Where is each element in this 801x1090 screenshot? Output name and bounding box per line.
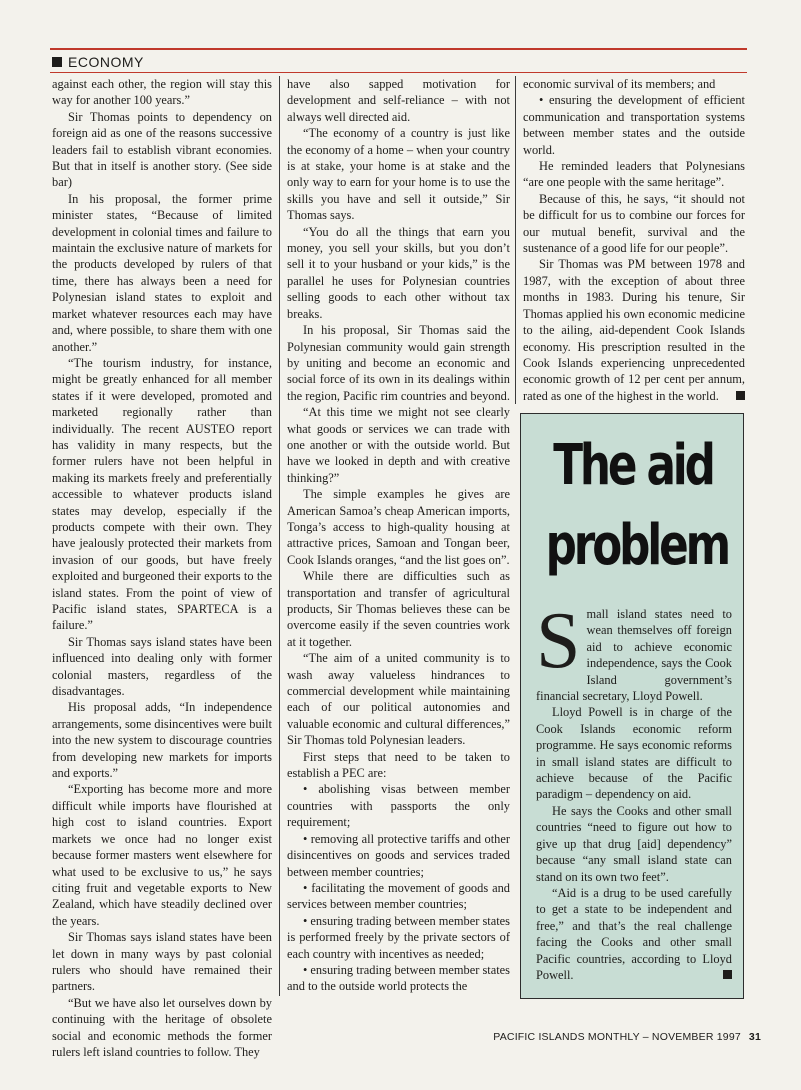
- header-rule: [50, 72, 747, 73]
- section-header: [52, 54, 144, 70]
- list-item: • facilitating the movement of goods and services between member countries;: [287, 880, 510, 912]
- sidebar-paragraph: He says the Cooks and other small countries “need to figure out how to give up that drug [aid] dependency” because “any small island state can stand on its own two feet”.: [536, 803, 732, 884]
- sidebar-paragraph-text: “Aid is a drug to be used carefully to get a state to be independent and free,” and that’s the real challenge facing the Cooks and other small Pacific countries, according to Lloyd Powell.: [536, 885, 732, 982]
- paragraph: Sir Thomas says island states have been let down in many ways by past colonial rulers who should have remained their partners.: [52, 930, 272, 994]
- paragraph: “But we have also let ourselves down by continuing with the heritage of obsolete social and economic methods the former rulers left island countries to follow. They: [52, 995, 272, 1059]
- paragraph: “The aim of a united community is to wash away valueless hindrances to commercial development while maintaining each of our political autonomies and valuable economic and cultural differences,” Sir Thomas told Polynesian leaders.: [287, 651, 510, 748]
- paragraph-text: Sir Thomas was PM between 1978 and 1987, with the exception of about three months in 1983. During his tenure, Sir Thomas applied his own economic medicine to the ailing, aid-dependent Cook Islands economy. His prescription resulted in the Cook Islands experiencing unprecedented economic growth of 12 per cent per annum, rated as one of the highest in the world.: [523, 257, 745, 403]
- section-label: ECONOMY: [68, 54, 144, 70]
- paragraph: “Exporting has become more and more difficult while imports have flourished at high cost to island countries. Export markets we once had no longer exist because former masters went elsewhere for what used to be exclusive to us,” he says citing fruit and vegetable exports to New Zealand, which have steadily declined over the years.: [52, 782, 272, 928]
- list-item: • removing all protective tariffs and other disincentives on goods and services traded between member countries;: [287, 831, 510, 879]
- paragraph: He reminded leaders that Polynesians “are one people with the same heritage”.: [523, 159, 745, 190]
- article-column-2: [287, 76, 510, 995]
- paragraph: have also sapped motivation for development and self-reliance – with not always well directed aid.: [287, 77, 510, 124]
- list-item: • ensuring trading between member states and to the outside world protects the: [287, 962, 510, 994]
- list-item: • ensuring trading between member states is performed freely by the private sectors of each country with incentives as needed;: [287, 913, 510, 961]
- paragraph: economic survival of its members; and: [523, 77, 716, 91]
- article-column-1: [52, 76, 272, 1060]
- paragraph: While there are difficulties such as transportation and transfer of agricultural products, Sir Thomas believes these can be overcome easily if the seven countries work at it together.: [287, 569, 510, 649]
- square-bullet-icon: [52, 57, 62, 67]
- column-divider: [279, 76, 280, 996]
- column-divider: [515, 76, 516, 404]
- page-footer: [493, 1031, 761, 1043]
- paragraph: “You do all the things that earn you money, you sell your skills, but you don’t sell it to your husband or your kids,” is the parallel he uses for Polynesian countries selling goods to each other without tax breaks.: [287, 224, 510, 321]
- paragraph: “The tourism industry, for instance, might be greatly enhanced for all member states if it were developed, promoted and marketed regionally rather than individually. The recent AUSTEO report has validity in many respects, but the former rulers have not been helpful in making its markets freely and preferentially accessible to whatever products island states may develop, especially if the products compete with their own. They have jealously protected their markets from invasion of our goods, but have freely exploited and burgeoned their exports to the island states. From the point of view of Pacific island states, SPARTECA is a failure.”: [52, 355, 272, 633]
- paragraph: “At this time we might not see clearly what goods or services we can trade with one another or with the outside world. But have we looked in depth and with creative thinking?”: [287, 405, 510, 485]
- top-rule: [50, 48, 747, 50]
- page-number: 31: [748, 1031, 761, 1043]
- paragraph: Sir Thomas points to dependency on foreign aid as one of the reasons successive leaders fail to establish vibrant economies. But that in itself is another story. (See side bar): [52, 109, 272, 190]
- sidebar-paragraph-text: mall island states need to wean themselves off foreign aid to achieve economic independence, says the Cook Island government’s financial secretary, Lloyd Powell.: [536, 607, 732, 704]
- paragraph: In his proposal, Sir Thomas said the Polynesian community would gain strength by uniting and become an economic and social force of its own in its dealings within the region, Pacific rim countries and beyond.: [287, 323, 510, 403]
- sidebar-paragraph: Lloyd Powell is in charge of the Cook Islands economic reform programme. He says economic reforms in small island states are difficult to achieve because of the Pacific paradigm – dependency on aid.: [536, 705, 732, 802]
- paragraph: Because of this, he says, “it should not be difficult for us to combine our forces for our mutual benefit, survival and the sustenance of a good life for our people”.: [523, 191, 745, 256]
- paragraph: Sir Thomas says island states have been influenced into dealing only with former colonial masters, regardless of the disadvantages.: [52, 634, 272, 699]
- publication-line: PACIFIC ISLANDS MONTHLY – NOVEMBER 1997: [493, 1031, 741, 1043]
- sidebar-body: [536, 597, 732, 983]
- paragraph: First steps that need to be taken to establish a PEC are:: [287, 749, 510, 781]
- sidebar-box: [520, 413, 744, 999]
- article-column-3: [523, 76, 745, 404]
- paragraph: His proposal adds, “In independence arrangements, some disincentives were built into the new system to discourage countries from developing new markets for imports and exports.”: [52, 700, 272, 781]
- paragraph: The simple examples he gives are American Samoa’s cheap American imports, Tonga’s access to high-quality housing at attractive prices, Samoan and Tongan beer, Cook Islands oranges, “and the list goes on”.: [287, 487, 510, 567]
- sidebar-paragraph: [536, 885, 732, 983]
- sidebar-paragraph: [536, 597, 732, 704]
- list-item: • ensuring the development of efficient communication and transportation systems between member states and the outside world.: [523, 93, 745, 157]
- paragraph: In his proposal, the former prime minister states, “Because of limited development in colonial times and failure to maintain the exclusive nature of markets for the products developed by rulers of that time, there has always been a need for Polynesian island states to exploit and market whatever resources each may have and, where possible, to share them with one another.”: [52, 191, 272, 354]
- paragraph: against each other, the region will stay this way for another 100 years.”: [52, 77, 272, 108]
- end-mark-icon: [736, 391, 745, 400]
- sidebar-title-line-2: problem: [545, 513, 729, 578]
- sidebar-title-line-1: The aid: [553, 433, 713, 498]
- paragraph: [523, 256, 745, 404]
- list-item: • abolishing visas between member countries with passports the only requirement;: [287, 782, 510, 830]
- end-mark-icon: [723, 970, 732, 979]
- drop-cap: S: [536, 597, 581, 685]
- paragraph: “The economy of a country is just like the economy of a home – when your country is at stake, your home is at stake and the only way to earn for your home is to use the skills you have and sell it outside,” Sir Thomas says.: [287, 126, 510, 223]
